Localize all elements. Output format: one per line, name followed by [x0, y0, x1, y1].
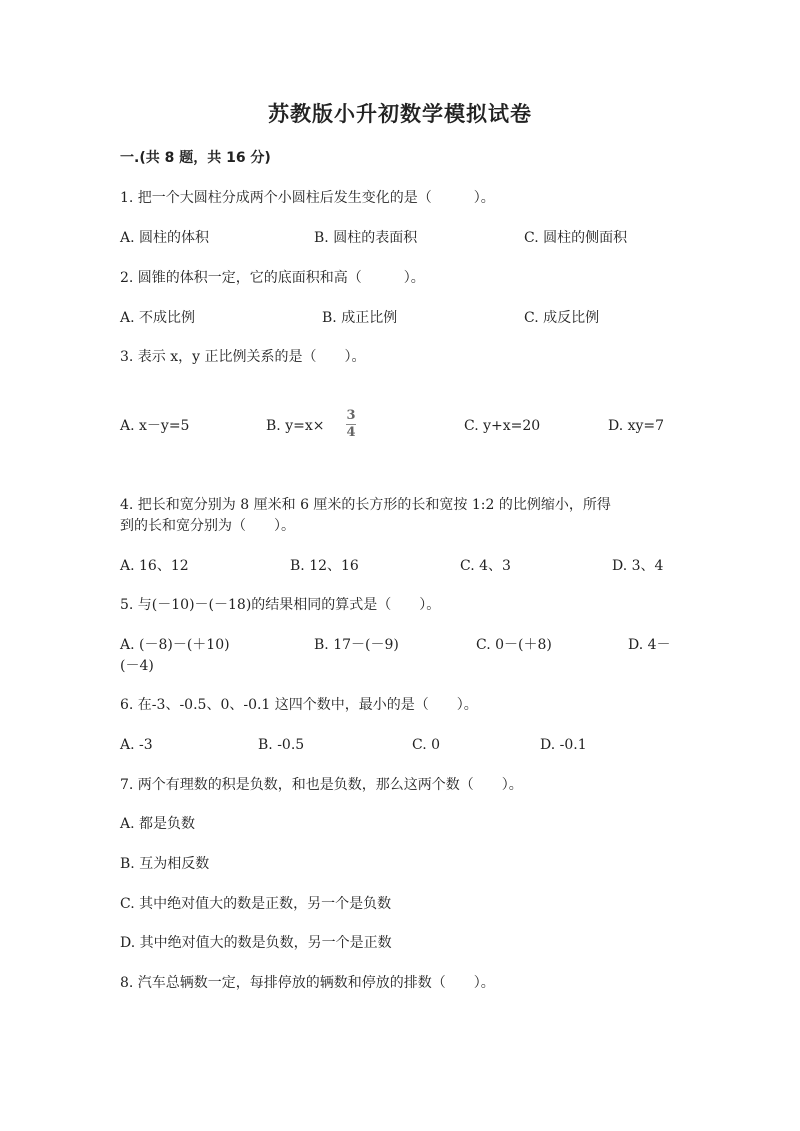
- question-3-option-b-fraction: [346, 409, 356, 440]
- question-1-option-a[interactable]: A. 圆柱的体积: [120, 230, 210, 246]
- question-5-option-d[interactable]: D. 4－: [628, 637, 671, 653]
- question-1-stem: 1. 把一个大圆柱分成两个小圆柱后发生变化的是（ ）。: [120, 190, 495, 206]
- question-2-stem: 2. 圆锥的体积一定，它的底面积和高（ ）。: [120, 270, 425, 286]
- question-7-option-a[interactable]: A. 都是负数: [120, 816, 196, 832]
- question-2-option-b[interactable]: B. 成正比例: [322, 310, 398, 326]
- question-5-option-b[interactable]: B. 17－(－9): [314, 637, 399, 653]
- question-5-stem: 5. 与(－10)－(－18)的结果相同的算式是（ ）。: [120, 597, 441, 613]
- question-2-option-c[interactable]: C. 成反比例: [524, 310, 600, 326]
- question-7-option-d[interactable]: D. 其中绝对值大的数是负数，另一个是正数: [120, 935, 392, 951]
- question-6-option-a[interactable]: A. -3: [120, 737, 153, 753]
- fraction-numerator: 3: [346, 408, 356, 423]
- question-6-stem: 6. 在-3、-0.5、0、-0.1 这四个数中，最小的是（ ）。: [120, 697, 478, 713]
- question-3-option-b[interactable]: B. y=x×: [266, 418, 325, 434]
- question-7-stem: 7. 两个有理数的积是负数，和也是负数，那么这两个数（ ）。: [120, 777, 523, 793]
- question-6-option-b[interactable]: B. -0.5: [258, 737, 305, 753]
- question-1-option-c[interactable]: C. 圆柱的侧面积: [524, 230, 628, 246]
- question-3-stem: 3. 表示 x，y 正比例关系的是（ ）。: [120, 349, 366, 365]
- question-7-option-b[interactable]: B. 互为相反数: [120, 856, 210, 872]
- question-4-option-a[interactable]: A. 16、12: [120, 558, 189, 574]
- question-3-option-c[interactable]: C. y+x=20: [464, 418, 541, 434]
- question-7-option-c[interactable]: C. 其中绝对值大的数是正数，另一个是负数: [120, 896, 392, 912]
- question-6-option-c[interactable]: C. 0: [412, 737, 441, 753]
- question-3-option-d[interactable]: D. xy=7: [608, 418, 665, 434]
- question-4-stem-line-1: 4. 把长和宽分别为 8 厘米和 6 厘米的长方形的长和宽按 1:2 的比例缩小，所得: [120, 497, 611, 513]
- question-8-stem: 8. 汽车总辆数一定，每排停放的辆数和停放的排数（ ）。: [120, 975, 495, 991]
- question-5-option-a[interactable]: A. (－8)－(＋10): [120, 637, 230, 653]
- question-4-option-c[interactable]: C. 4、3: [460, 558, 511, 574]
- question-4-stem-line-2: 到的长和宽分别为（ ）。: [120, 518, 295, 534]
- question-5-option-d-continued: (－4): [120, 658, 154, 674]
- question-3-option-a[interactable]: A. x－y=5: [120, 418, 190, 434]
- exam-title: 苏教版小升初数学模拟试卷: [268, 102, 532, 126]
- question-4-option-b[interactable]: B. 12、16: [290, 558, 359, 574]
- question-1-option-b[interactable]: B. 圆柱的表面积: [314, 230, 418, 246]
- section-heading: 一.(共 8 题，共 16 分): [120, 150, 271, 166]
- fraction-denominator: 4: [346, 425, 356, 440]
- question-2-option-a[interactable]: A. 不成比例: [120, 310, 196, 326]
- question-4-option-d[interactable]: D. 3、4: [612, 558, 664, 574]
- question-6-option-d[interactable]: D. -0.1: [540, 737, 587, 753]
- question-5-option-c[interactable]: C. 0－(＋8): [476, 637, 552, 653]
